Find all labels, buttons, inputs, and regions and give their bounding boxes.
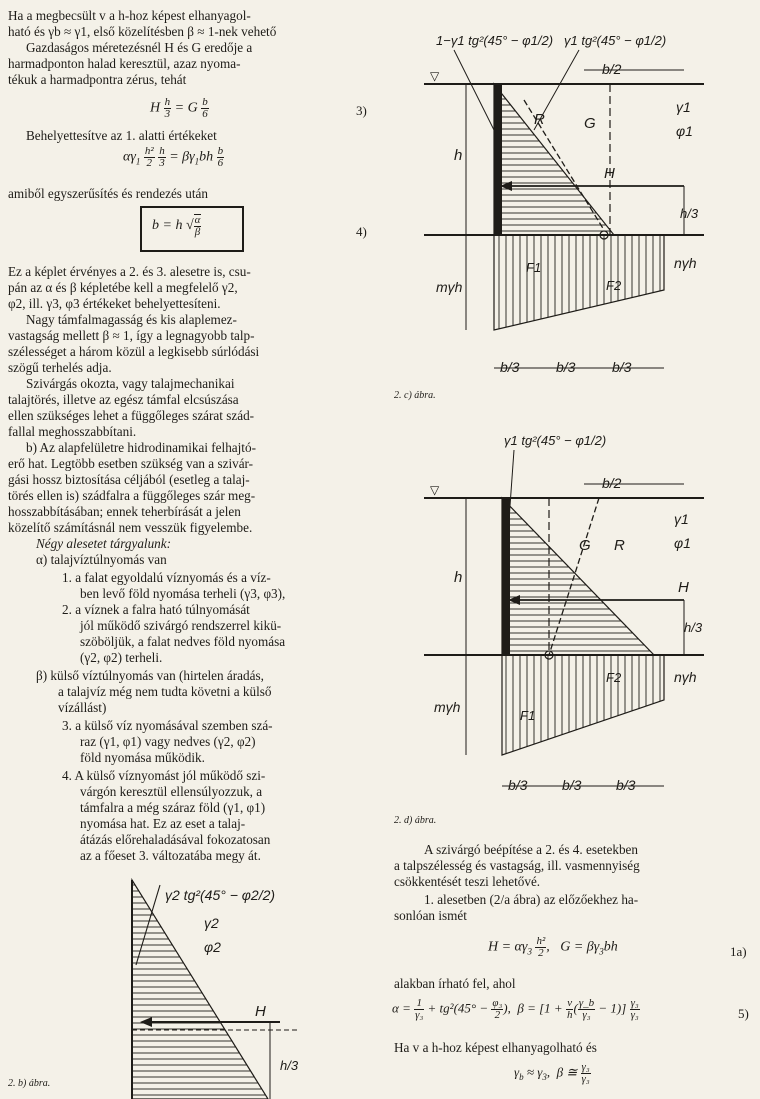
- text-line: ható és γb ≈ γ1, első közelítésben β ≈ 1-nek vehető: [8, 24, 277, 39]
- text-line: csökkentését teszi lehetővé.: [394, 874, 541, 889]
- text-line: φ2, ill. γ3, φ3 értékeket behelyettesíteni.: [8, 296, 221, 311]
- ngh-label: nγh: [674, 669, 697, 685]
- list-item: β) külső víztúlnyomás van (hirtelen áradás,: [36, 668, 264, 683]
- list-item: 3. a külső víz nyomásával szemben szá-: [62, 718, 273, 733]
- H-label: H: [678, 579, 689, 596]
- equation-mid: $\alpha\gamma_1$ $\frac{\text{h²}}{2}$ $\frac{h}{3}$ = $\beta\gamma_1bh$ $\frac{b}{6}$: [123, 145, 224, 169]
- text-line: Ha a megbecsült v a h-hoz képest elhanyagol-: [8, 8, 251, 23]
- text-line: α) talajvíztúlnyomás van: [36, 552, 167, 567]
- text-line: talajtörés, illetve az egész támfal elcsúszása: [8, 392, 239, 407]
- equation-5: α = $\frac{1}{\text{γ₃}}$ + tg²(45° − $\frac{\text{φ₃}}{2}$ ), β = [1 + $\frac{v}{h}$ ( $\frac{\gamma\_b}{\text{γ₃}}$ − 1)] $\frac{\text{γ₃}}{\text{γ₃}}$: [392, 997, 639, 1021]
- b3-label: b/3: [508, 777, 528, 793]
- gamma2-label: γ2: [204, 915, 219, 931]
- text-line: Nagy támfalmagasság és kis alaplemez-: [26, 312, 237, 327]
- mgh-label: mγh: [436, 279, 463, 295]
- pressure-triangle: [502, 498, 654, 655]
- water-level-icon: ▽: [430, 69, 440, 83]
- list-item: az a főeset 3. változatába megy át.: [80, 848, 261, 863]
- h-label: h: [454, 569, 463, 586]
- b3-label: b/3: [612, 359, 632, 375]
- figure-2d: [384, 420, 760, 820]
- F1-label: F1: [526, 260, 542, 275]
- wall-stem: [494, 84, 502, 235]
- text-line: Szivárgás okozta, vagy talajmechanikai: [26, 376, 235, 391]
- mgh-label: mγh: [434, 699, 461, 715]
- F2-label: F2: [606, 278, 622, 293]
- equation-number: 1a): [730, 944, 747, 959]
- text-line: vastagság mellett β ≈ 1, így a legnagyobb talp-: [8, 328, 255, 343]
- list-item: átázás előrehaladásával fokozatosan: [80, 832, 271, 847]
- gamma1-label: γ1: [676, 99, 691, 115]
- figure-caption: 2. c) ábra.: [394, 390, 436, 401]
- equation-3: H $\frac{h}{3}$ = G $\frac{b}{6}$: [150, 96, 208, 120]
- h3-label: h/3: [680, 206, 699, 221]
- b2-label: b/2: [602, 475, 622, 491]
- list-item: ben levő föld nyomása terheli (γ3, φ3),: [80, 586, 286, 601]
- equation-number: 4): [356, 224, 367, 239]
- text-line: harmadponton halad keresztül, azaz nyoma-: [8, 56, 241, 71]
- text-line: fallal meghosszabbítani.: [8, 424, 137, 439]
- R-label: R: [614, 537, 625, 554]
- list-item: a talajvíz még nem tudta követni a külső: [58, 684, 272, 699]
- b3-label: b/3: [500, 359, 520, 375]
- phi1-label: φ1: [676, 123, 693, 139]
- list-item: várgón keresztül ellensúlyozzuk, a: [80, 784, 263, 799]
- R-label: R: [534, 111, 545, 128]
- pressure-triangle: [132, 880, 268, 1099]
- text-line: pán az α és β képletébe kell a megfelelő γ2,: [8, 280, 238, 295]
- text-line: Behelyettesítve az 1. alatti értékeket: [26, 128, 217, 143]
- text-line: gási hossz biztosítása céljából (esetleg a talaj-: [8, 472, 250, 487]
- text-line: alakban írható fel, ahol: [394, 976, 516, 991]
- figure-2b: [0, 870, 380, 1099]
- text-line: szélességet a három közül a legkisebb súrlódási: [8, 344, 260, 359]
- text-line: A szivárgó beépítése a 2. és 4. esetekben: [424, 842, 638, 857]
- list-item: (γ2, φ2) terheli.: [80, 650, 163, 665]
- list-item: 4. A külső víznyomást jól működő szi-: [62, 768, 266, 783]
- equation-1a: $H = \alpha\gamma_3$ $\frac{\text{h²}}{2}$ , $G = \beta\gamma_3bh$: [488, 935, 618, 959]
- figure-2c: [384, 0, 760, 390]
- text-line: erő hat. Legtöbb esetben szükség van a szivár-: [8, 456, 254, 471]
- text-line: hosszabbításában; ennek teherbírását a jelen: [8, 504, 241, 519]
- text-line: ellen szükséges lehet a függőleges szárat szád-: [8, 408, 255, 423]
- coef2-label: γ1 tg²(45° − φ1/2): [564, 33, 667, 48]
- text-line: amiből egyszerűsítés és rendezés után: [8, 186, 208, 201]
- coef1-label: 1−γ1 tg²(45° − φ1/2): [436, 33, 554, 48]
- list-item: nyomása hat. Ez az eset a talaj-: [80, 816, 246, 831]
- b3-label: b/3: [616, 777, 636, 793]
- H-label: H: [604, 165, 615, 182]
- figure-caption: 2. b) ábra.: [8, 1078, 51, 1089]
- text-line: törés ellen is) szádfalra a függőleges szár meg-: [8, 488, 256, 503]
- text-line: Ha v a h-hoz képest elhanyagolható és: [394, 1040, 597, 1055]
- equation-4: b = h √ $\frac{\alpha}{\beta}$: [152, 214, 201, 238]
- equation-last: $\gamma_b \approx \gamma_3$, β ≅ $\frac{\text{γ₃}}{\text{γ₃}}$: [514, 1061, 590, 1085]
- coef-label: γ2 tg²(45° − φ2/2): [165, 887, 276, 903]
- list-item: föld nyomása működik.: [80, 750, 205, 765]
- list-item: 2. a víznek a falra ható túlnyomását: [62, 602, 250, 617]
- text-line: Gazdaságos méretezésnél H és G eredője a: [26, 40, 253, 55]
- text-line: közelítő számításnál nem vesszük figyelembe.: [8, 520, 253, 535]
- coef-label: γ1 tg²(45° − φ1/2): [504, 433, 607, 448]
- text-line: tékuk a harmadpontra zérus, tehát: [8, 72, 187, 87]
- F1-label: F1: [520, 708, 536, 723]
- list-item: támfalra a még száraz föld (γ1, φ1): [80, 800, 266, 815]
- text-line: Négy alesetet tárgyalunk:: [36, 536, 172, 551]
- list-item: raz (γ1, φ1) vagy nedves (γ2, φ2): [80, 734, 256, 749]
- F2-label: F2: [606, 670, 622, 685]
- h-label: h: [454, 147, 463, 164]
- text-line: sonlóan ismét: [394, 908, 467, 923]
- b3-label: b/3: [556, 359, 576, 375]
- uplift-diagram: [502, 655, 664, 755]
- pressure-triangle: [494, 84, 614, 235]
- equation-number: 5): [738, 1006, 749, 1021]
- text-line: a talpszélesség és vastagság, ill. vasmennyiség: [394, 858, 640, 873]
- H-label: H: [255, 1003, 266, 1020]
- uplift-diagram: [494, 235, 664, 330]
- G-label: G: [584, 115, 596, 132]
- phi1-label: φ1: [674, 535, 691, 551]
- b2-label: b/2: [602, 61, 622, 77]
- leader-line: [454, 50, 494, 130]
- equation-number: 3): [356, 103, 367, 118]
- wall-stem: [502, 498, 510, 655]
- h3-label: h/3: [280, 1058, 299, 1073]
- figure-caption: 2. d) ábra.: [394, 815, 437, 826]
- G-label: G: [579, 537, 591, 554]
- text-line: szögű terhelés adja.: [8, 360, 112, 375]
- gamma1-label: γ1: [674, 511, 689, 527]
- text-line: Ez a képlet érvényes a 2. és 3. alesetre is, csu-: [8, 264, 251, 279]
- list-item: jól működő szivárgó rendszerrel kikü-: [80, 618, 282, 633]
- h3-label: h/3: [684, 620, 703, 635]
- b3-label: b/3: [562, 777, 582, 793]
- list-item: 1. a falat egyoldalú víznyomás és a víz-: [62, 570, 271, 585]
- ngh-label: nγh: [674, 255, 697, 271]
- phi2-label: φ2: [204, 939, 221, 955]
- text-line: 1. alesetben (2/a ábra) az előzőekhez ha-: [424, 892, 639, 907]
- text-line: b) Az alapfelületre hidrodinamikai felhajtó-: [26, 440, 256, 455]
- list-item: szöböljük, a falat nedves föld nyomása: [80, 634, 286, 649]
- list-item: vízállást): [58, 700, 107, 715]
- water-level-icon: ▽: [430, 483, 440, 497]
